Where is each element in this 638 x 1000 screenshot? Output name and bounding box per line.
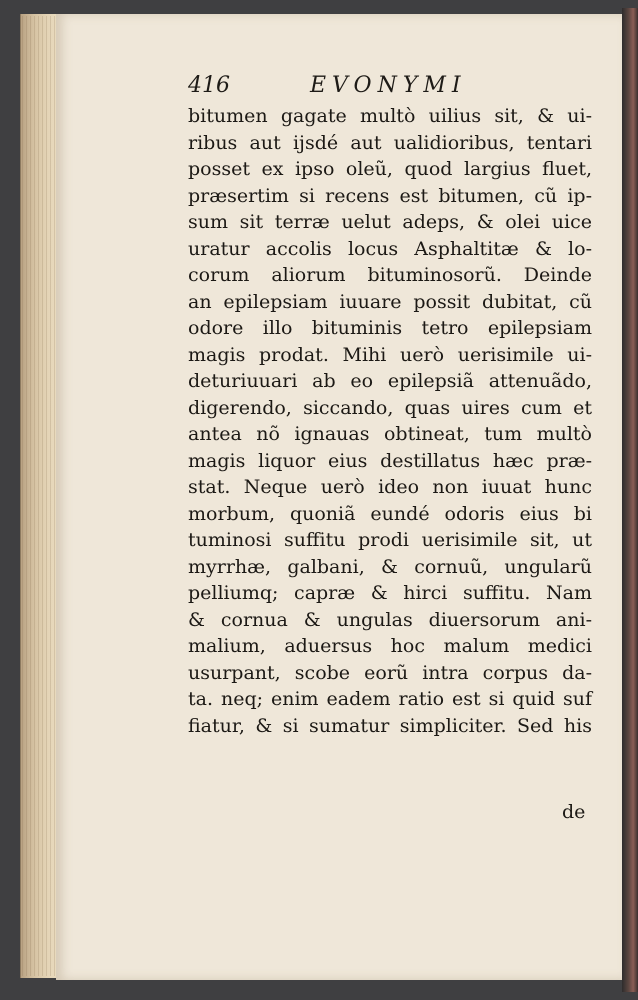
text-line: magis liquor eius destillatus hæc præ- bbox=[188, 449, 592, 472]
text-line: sum sit terræ uelut adeps, & olei uice bbox=[188, 211, 592, 233]
page-header bbox=[188, 73, 588, 103]
running-head: EVONYMI bbox=[310, 73, 467, 98]
text-line: digerendo, siccando, quas uires cum et bbox=[188, 396, 592, 419]
text-line: usurpant, scobe eorũ intra corpus da- bbox=[188, 661, 592, 684]
text-line: pelliumq; capræ & hirci suffitu. Nam bbox=[188, 582, 592, 604]
text-line: odore illo bituminis tetro epilepsiam bbox=[188, 317, 592, 339]
text-line: myrrhæ, galbani, & cornuũ, ungularũ bbox=[188, 555, 592, 578]
text-line: deturiuuari ab eo epilepsiã attenuãdo, bbox=[188, 370, 592, 392]
text-line: & cornua & ungulas diuersorum ani- bbox=[188, 608, 592, 631]
text-line: morbum, quoniã eundé odoris eius bi bbox=[188, 502, 592, 525]
text-line: corum aliorum bituminosorũ. Deinde bbox=[188, 264, 592, 286]
binding-rim bbox=[622, 8, 638, 992]
text-line: stat. Neque uerò ideo non iuuat hunc bbox=[188, 476, 592, 498]
text-line: antea nõ ignauas obtineat, tum multò bbox=[188, 423, 592, 445]
text-line: fiatur, & si sumatur simpliciter. Sed his bbox=[188, 714, 592, 737]
text-line: ribus aut ijsdé aut ualidioribus, tentari bbox=[188, 131, 592, 154]
page-edge-lines bbox=[22, 16, 56, 976]
text-line: bitumen gagate multò uilius sit, & ui- bbox=[188, 105, 592, 127]
text-line: ta. neq; enim eadem ratio est si quid suf bbox=[188, 688, 592, 710]
catchword: de bbox=[562, 801, 586, 823]
page-number: 416 bbox=[188, 73, 230, 98]
text-line: præsertim si recens est bitumen, cũ ip- bbox=[188, 184, 592, 207]
text-line: malium, aduersus hoc malum medici bbox=[188, 635, 592, 657]
text-line: posset ex ipso oleũ, quod largius fluet, bbox=[188, 158, 592, 180]
text-line: magis prodat. Mihi uerò uerisimile ui- bbox=[188, 343, 592, 366]
text-line: tuminosi suffitu prodi uerisimile sit, ut bbox=[188, 529, 592, 551]
text-line: an epilepsiam iuuare possit dubitat, cũ bbox=[188, 290, 592, 313]
text-line: uratur accolis locus Asphaltitæ & lo- bbox=[188, 237, 592, 260]
body-text bbox=[188, 103, 598, 739]
